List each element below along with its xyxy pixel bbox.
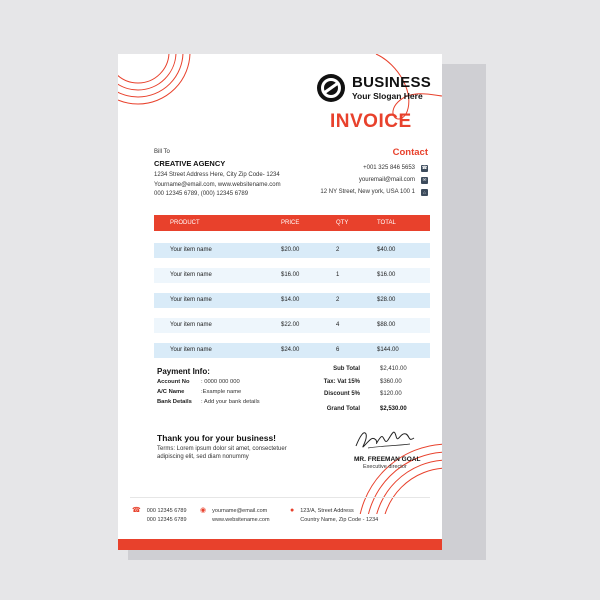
account-label: Account No	[157, 379, 190, 385]
footer-address-1: 123/A, Street Address	[300, 508, 354, 514]
payment-name-line	[157, 389, 260, 399]
decorative-arcs-top-left	[118, 54, 198, 134]
table-row	[154, 243, 430, 258]
location-icon: ●	[290, 507, 295, 514]
payment-heading: Payment Info:	[157, 367, 210, 376]
account-value: : 0000 000 000	[201, 379, 240, 385]
table-row	[154, 268, 430, 283]
bill-to-web: Yourname@email.com, www.websitename.com	[154, 181, 281, 188]
grand-total-label: Grand Total	[326, 405, 360, 412]
footer-phones	[132, 507, 187, 524]
row-qty: 2	[336, 247, 340, 253]
grand-total-line	[310, 406, 420, 419]
payment-info	[157, 367, 260, 409]
vat-value: $360.00	[380, 378, 402, 385]
footer-website: www.websitename.com	[212, 516, 270, 523]
invoice-page	[118, 54, 442, 550]
terms-line-2: adipiscing elit, sed diam nonummy	[157, 454, 249, 460]
footer-phone-2: 000 12345 6789	[146, 516, 187, 523]
row-total: $28.00	[377, 297, 396, 303]
table-row	[154, 318, 430, 333]
discount-value: $120.00	[380, 391, 402, 397]
brand-name: BUSINESS	[352, 74, 432, 91]
payment-bank-line	[157, 399, 260, 409]
bill-to-label: Bill To	[154, 149, 170, 155]
bill-to-company: CREATIVE AGENCY	[154, 158, 226, 168]
footer-accent-bar	[118, 539, 442, 550]
table-row	[154, 343, 430, 358]
subtotal-line	[310, 366, 420, 379]
row-price: $14.00	[281, 297, 300, 303]
row-item: Your item name	[170, 247, 212, 253]
phone-icon: ☎	[132, 507, 141, 514]
ac-name-label: A/C Name	[157, 389, 185, 395]
totals-section	[310, 366, 420, 418]
contact-phone-line	[320, 162, 428, 174]
discount-label: Discount 5%	[323, 391, 360, 397]
row-item: Your item name	[170, 272, 212, 278]
subtotal-value: $2,410.00	[380, 366, 407, 372]
header-qty: QTY	[336, 220, 349, 226]
bill-to-section	[154, 148, 281, 200]
row-price: $20.00	[281, 247, 300, 253]
location-icon: ⌂	[421, 189, 428, 196]
signature-icon	[350, 424, 422, 454]
footer-phone-1: 000 12345 6789	[146, 508, 187, 514]
row-qty: 4	[336, 322, 340, 328]
row-total: $16.00	[377, 272, 396, 278]
globe-icon: ◉	[200, 507, 207, 514]
brand-slogan: Your Slogan Here	[352, 91, 423, 101]
row-price: $16.00	[281, 272, 300, 278]
contact-section	[320, 147, 428, 198]
table-row	[154, 293, 430, 308]
row-item: Your item name	[170, 297, 212, 303]
contact-email-line	[320, 174, 428, 186]
grand-total-value: $2,530.00	[380, 405, 407, 412]
row-total: $144.00	[377, 347, 399, 353]
signer-name: MR. FREEMAN GOAL	[354, 456, 421, 463]
row-item: Your item name	[170, 322, 212, 328]
email-icon: ✉	[422, 177, 427, 182]
bill-to-phones: 000 12345 6789, (000) 12345 6789	[154, 191, 249, 197]
phone-icon: ☎	[421, 165, 428, 170]
subtotal-label: Sub Total	[333, 366, 360, 372]
signer-title: Executive director	[363, 464, 407, 470]
row-price: $22.00	[281, 322, 300, 328]
row-qty: 6	[336, 347, 340, 353]
bank-value: : Add your bank details	[201, 399, 260, 405]
row-qty: 1	[336, 272, 340, 278]
contact-address: 12 NY Street, New york, USA 100 1	[320, 189, 415, 195]
thanks-heading: Thank you for your business!	[157, 433, 277, 443]
header-product: PRODUCT	[170, 220, 200, 226]
footer-email: yourname@email.com	[212, 508, 268, 514]
bill-to-address: 1234 Street Address Here, City Zip Code- 1234	[154, 172, 280, 178]
contact-email: youremail@mail.com	[358, 177, 415, 183]
row-item: Your item name	[170, 347, 212, 353]
table-header	[154, 215, 430, 231]
bank-label: Bank Details	[157, 399, 192, 405]
header-price: PRICE	[281, 220, 300, 226]
thanks-section	[157, 434, 287, 462]
discount-line	[310, 391, 420, 404]
vat-line	[310, 379, 420, 392]
row-qty: 2	[336, 297, 340, 303]
logo-e-icon	[316, 73, 346, 103]
vat-label: Tax: Vat 15%	[323, 378, 360, 385]
footer-address	[290, 507, 378, 524]
header-total: TOTAL	[377, 220, 396, 226]
contact-phone: +001 325 846 5653	[363, 165, 415, 171]
row-price: $24.00	[281, 347, 300, 353]
terms-line-1: Terms: Lorem ipsum dolor sit amet, consectetuer	[157, 445, 287, 452]
contact-heading: Contact	[392, 147, 428, 158]
ac-name-value: :Example name	[201, 389, 242, 395]
footer-web	[200, 507, 270, 524]
row-total: $88.00	[377, 322, 396, 328]
footer-address-2: Country Name, Zip Code - 1234	[300, 516, 379, 523]
payment-account-line	[157, 379, 260, 389]
invoice-title: INVOICE	[330, 111, 412, 132]
contact-address-line	[320, 186, 428, 198]
footer-divider	[130, 497, 430, 498]
row-total: $40.00	[377, 247, 396, 253]
